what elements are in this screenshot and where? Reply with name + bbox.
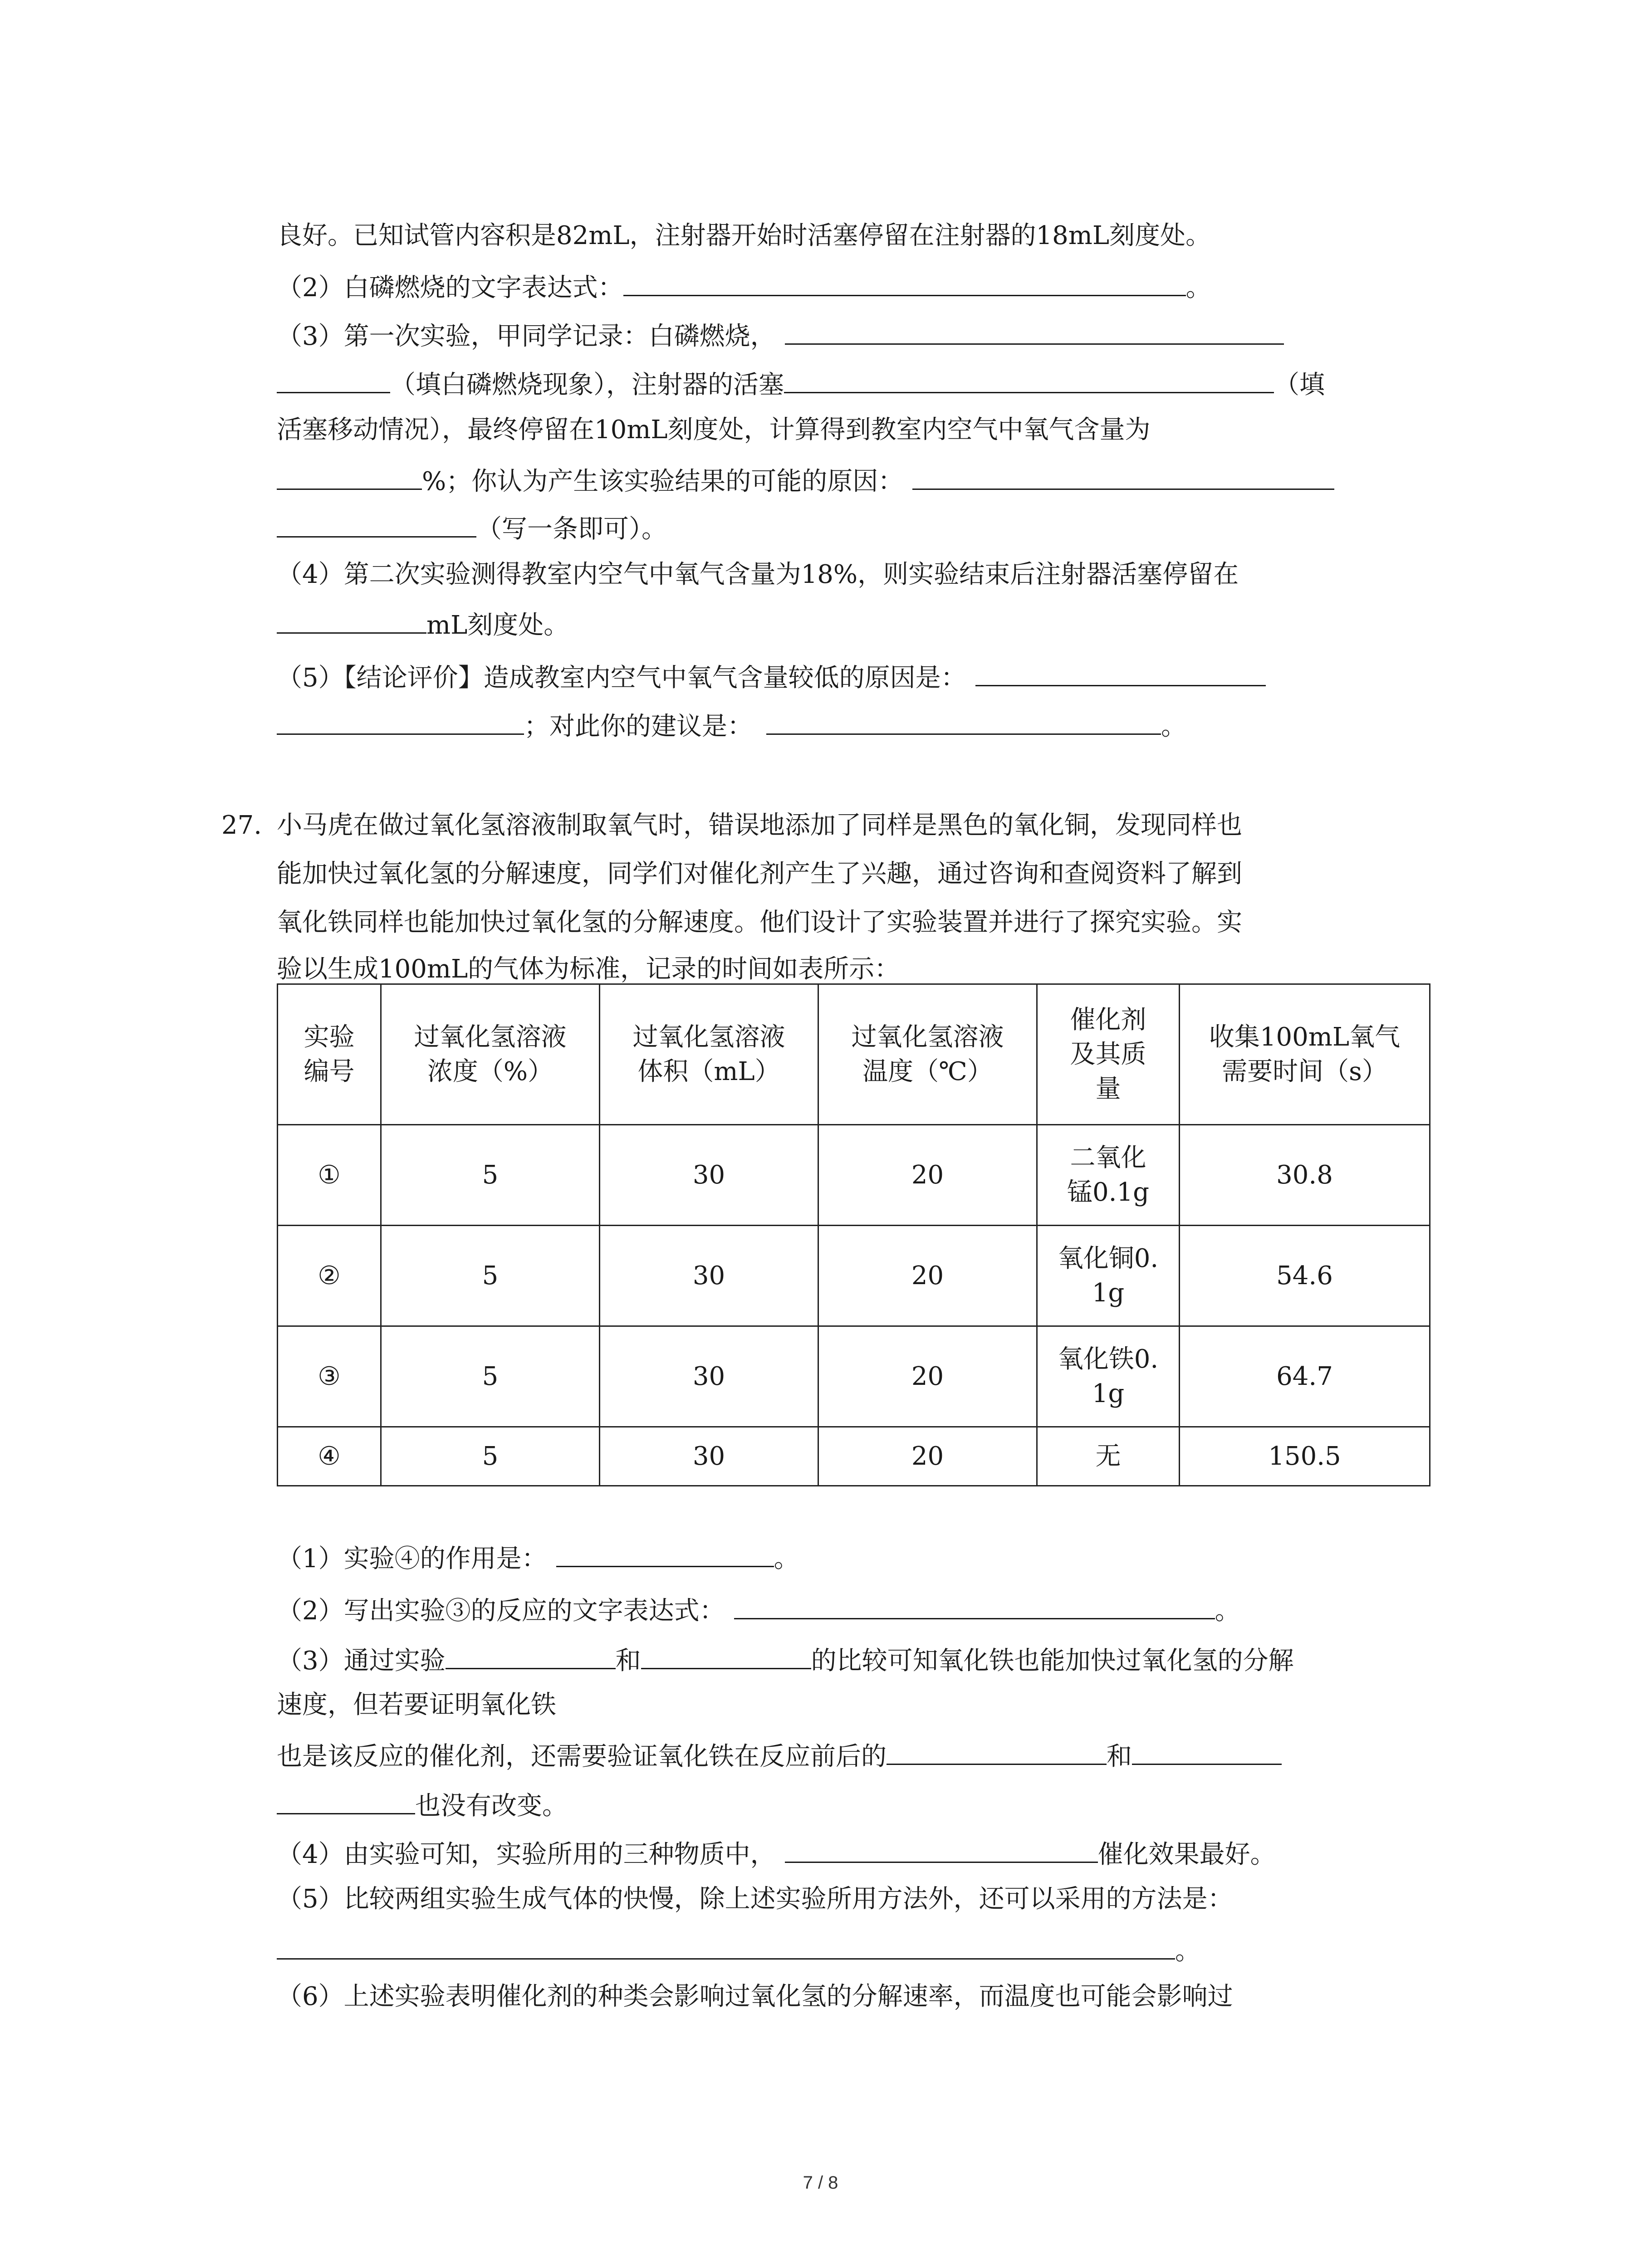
answer-blank[interactable] <box>912 465 1334 490</box>
cell-conc: 5 <box>381 1125 600 1226</box>
cell-id: ③ <box>278 1326 381 1427</box>
q26-part3-line3: 活塞移动情况），最终停留在10mL刻度处，计算得到教室内空气中氧气含量为 <box>277 415 1151 445</box>
cell-temp: 20 <box>818 1226 1037 1326</box>
q26-part3-line1 <box>277 320 1284 351</box>
cell-vol: 30 <box>600 1226 818 1326</box>
q26-part5-text-a: （5）【结论评价】造成教室内空气中氧气含量较低的原因是： <box>277 663 966 693</box>
q26-part3-text-e: %；你认为产生该实验结果的可能的原因： <box>422 467 904 496</box>
q27-sub2 <box>277 1594 1240 1626</box>
header-cell: 过氧化氢溶液 浓度（%） <box>381 984 600 1125</box>
answer-blank[interactable] <box>785 320 1284 345</box>
q26-part3-line4 <box>277 465 1334 496</box>
answer-blank[interactable] <box>887 1740 1107 1765</box>
cell-conc: 5 <box>381 1226 600 1326</box>
answer-blank[interactable] <box>556 1542 774 1567</box>
q27-sub5-line1: （5）比较两组实验生成气体的快慢，除上述实验所用方法外，还可以采用的方法是： <box>277 1884 1233 1914</box>
q27-sub4-text-b: 催化效果最好。 <box>1097 1840 1276 1869</box>
answer-blank[interactable] <box>277 609 426 634</box>
q27-sub3-text-g: 也没有改变。 <box>415 1791 568 1821</box>
answer-blank[interactable] <box>641 1644 811 1669</box>
answer-blank[interactable] <box>975 661 1266 686</box>
q26-part2-text: （2）白磷燃烧的文字表达式： <box>277 273 623 303</box>
cell-id: ② <box>278 1226 381 1326</box>
header-cell: 过氧化氢溶液 温度（℃） <box>818 984 1037 1125</box>
q26-part2 <box>277 271 1211 303</box>
header-cell: 收集100mL氧气 需要时间（s） <box>1180 984 1430 1125</box>
q27-sub3-text-f: 和 <box>1107 1742 1132 1771</box>
cell-vol: 30 <box>600 1125 818 1226</box>
q27-sub3-text-a: （3）通过实验 <box>277 1646 446 1676</box>
q26-intro-line: 良好。已知试管内容积是82mL，注射器开始时活塞停留在注射器的18mL刻度处。 <box>277 221 1211 250</box>
header-cell: 实验 编号 <box>278 984 381 1125</box>
q27-intro-line2: 能加快过氧化氢的分解速度，同学们对催化剂产生了兴趣，通过咨询和查阅资料了解到 <box>277 859 1242 889</box>
header-cell: 催化剂 及其质 量 <box>1037 984 1180 1125</box>
q26-part5-text-b: ；对此你的建议是： <box>524 712 753 741</box>
q26-part4-text-b: mL刻度处。 <box>426 611 569 640</box>
cell-temp: 20 <box>818 1427 1037 1486</box>
cell-time: 54.6 <box>1180 1226 1430 1326</box>
cell-time: 64.7 <box>1180 1326 1430 1427</box>
table-row <box>278 1226 1430 1326</box>
q26-part3-text-a: （3）第一次实验，甲同学记录：白磷燃烧， <box>277 322 776 351</box>
cell-vol: 30 <box>600 1427 818 1486</box>
cell-time: 30.8 <box>1180 1125 1430 1226</box>
q27-sub5-line2 <box>277 1935 1200 1966</box>
q27-intro-line1: 小马虎在做过氧化氢溶液制取氧气时，错误地添加了同样是黑色的氧化铜，发现同样也 <box>277 811 1242 840</box>
q27-sub1-text: （1）实验④的作用是： <box>277 1544 547 1574</box>
cell-time: 150.5 <box>1180 1427 1430 1486</box>
q26-part4-line2 <box>277 609 569 640</box>
q27-sub5-end: 。 <box>1175 1936 1200 1966</box>
q26-part5-end: 。 <box>1161 712 1186 741</box>
q26-part5-line2 <box>277 710 1186 741</box>
answer-blank[interactable] <box>784 368 1274 393</box>
answer-blank[interactable] <box>785 1838 1098 1863</box>
table-header-row <box>278 984 1430 1125</box>
cell-id: ④ <box>278 1427 381 1486</box>
cell-vol: 30 <box>600 1326 818 1427</box>
q27-sub3-line2: 速度，但若要证明氧化铁 <box>277 1690 556 1720</box>
table-row <box>278 1427 1430 1486</box>
cell-conc: 5 <box>381 1427 600 1486</box>
q26-part3-line2 <box>277 368 1325 400</box>
table-row <box>278 1125 1430 1226</box>
answer-blank[interactable] <box>734 1594 1215 1619</box>
q26-part2-end: 。 <box>1185 273 1211 303</box>
q27-sub1 <box>277 1542 799 1574</box>
table-row <box>278 1326 1430 1427</box>
q26-part3-text-f: （写一条即可）。 <box>476 514 667 544</box>
cell-catalyst: 氧化铁0. 1g <box>1037 1326 1180 1427</box>
answer-blank[interactable] <box>1132 1740 1282 1765</box>
answer-blank[interactable] <box>277 513 476 538</box>
q27-sub3-line1 <box>277 1644 1294 1676</box>
q26-part3-text-b: （填白磷燃烧现象），注射器的活塞 <box>390 370 784 400</box>
cell-temp: 20 <box>818 1326 1037 1427</box>
q27-sub4-text-a: （4）由实验可知，实验所用的三种物质中， <box>277 1840 776 1869</box>
answer-blank[interactable] <box>277 465 422 490</box>
q26-part4-line1: （4）第二次实验测得教室内空气中氧气含量为18%，则实验结束后注射器活塞停留在 <box>277 560 1239 589</box>
q27-sub3-line4 <box>277 1789 568 1821</box>
q27-sub1-end: 。 <box>774 1544 799 1574</box>
q27-number: 27. <box>221 811 262 840</box>
page-number: 7 / 8 <box>803 2173 838 2193</box>
answer-blank[interactable] <box>277 1789 415 1814</box>
answer-blank[interactable] <box>277 368 390 393</box>
q27-sub2-text: （2）写出实验③的反应的文字表达式： <box>277 1596 725 1626</box>
cell-id: ① <box>278 1125 381 1226</box>
q27-sub6-line1: （6）上述实验表明催化剂的种类会影响过氧化氢的分解速率，而温度也可能会影响过 <box>277 1982 1233 2011</box>
answer-blank[interactable] <box>277 710 524 735</box>
cell-catalyst: 氧化铜0. 1g <box>1037 1226 1180 1326</box>
q27-sub2-end: 。 <box>1215 1596 1240 1626</box>
cell-catalyst: 二氧化 锰0.1g <box>1037 1125 1180 1226</box>
q27-intro-line4: 验以生成100mL的气体为标准，记录的时间如表所示： <box>277 954 900 984</box>
cell-temp: 20 <box>818 1125 1037 1226</box>
q27-sub3-text-e: 也是该反应的催化剂，还需要验证氧化铁在反应前后的 <box>277 1742 887 1771</box>
answer-blank[interactable] <box>446 1644 616 1669</box>
cell-conc: 5 <box>381 1326 600 1427</box>
cell-catalyst: 无 <box>1037 1427 1180 1486</box>
q27-sub3-line3 <box>277 1740 1282 1771</box>
q27-intro-line3: 氧化铁同样也能加快过氧化氢的分解速度。他们设计了实验装置并进行了探究实验。实 <box>277 908 1242 937</box>
q26-part3-text-c: （填 <box>1274 370 1325 400</box>
q26-part3-line5 <box>277 513 667 544</box>
q26-part5-line1 <box>277 661 1266 693</box>
header-cell: 过氧化氢溶液 体积（mL） <box>600 984 818 1125</box>
q27-sub4 <box>277 1838 1276 1869</box>
q27-sub3-text-c: 的比较可知氧化铁也能加快过氧化氢的分解 <box>811 1646 1294 1676</box>
answer-blank[interactable] <box>623 271 1186 296</box>
experiment-table <box>277 983 1430 1486</box>
answer-blank[interactable] <box>277 1935 1175 1960</box>
q27-sub3-text-b: 和 <box>615 1646 641 1676</box>
answer-blank[interactable] <box>766 710 1161 735</box>
